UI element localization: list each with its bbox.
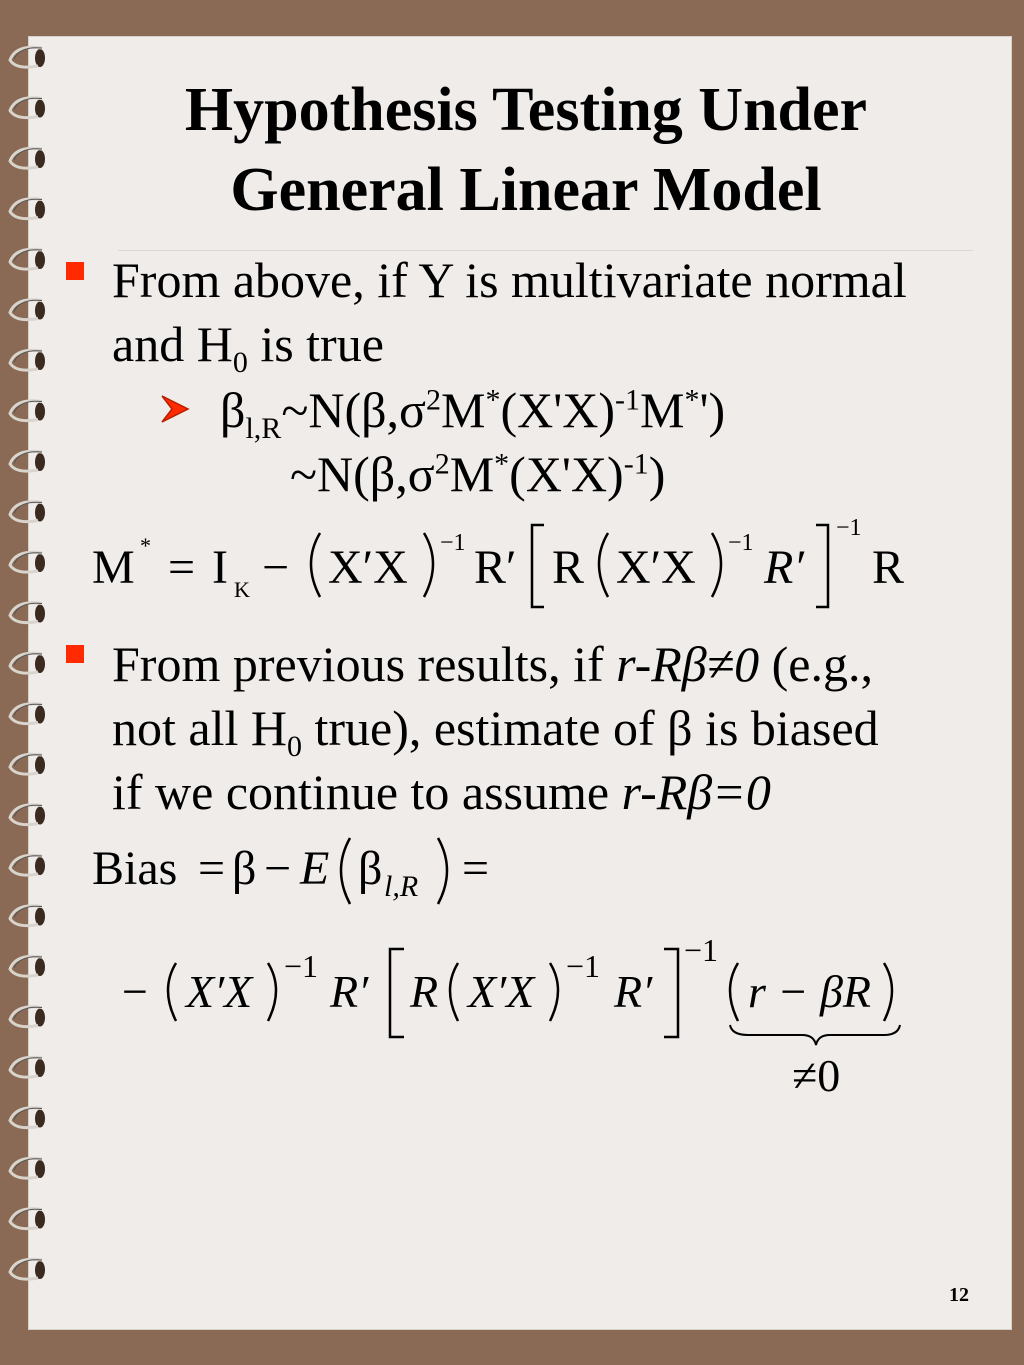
eq3-rparen-3 (884, 963, 892, 1021)
eq1-exp2: −1 (728, 530, 754, 556)
sb-d2c: (X'X) (509, 446, 624, 502)
b2-l1-prefix: From previous results, if (112, 636, 617, 692)
sb-d2s3: -1 (623, 447, 649, 481)
eq1-rparen-1 (424, 533, 433, 597)
eq2-rparen (438, 838, 447, 904)
page-number: 12 (949, 1284, 969, 1306)
sb-beta: β (220, 382, 246, 438)
spiral-ring-icon (10, 300, 45, 320)
sb-d1s3: -1 (615, 383, 641, 417)
equation-long (118, 925, 918, 1125)
eq3-neg: − (122, 966, 148, 1017)
bullet-1-text (112, 248, 992, 379)
spiral-ring-icon (10, 502, 45, 522)
spiral-ring-icon (10, 552, 45, 572)
eq3-exp1: −1 (284, 948, 319, 984)
eq3-underbrace (730, 1025, 900, 1045)
title-line-2: General Linear Model (230, 156, 822, 224)
sb-d1e: ') (699, 382, 726, 438)
spiral-binding (6, 36, 52, 1330)
eq2-beta2: β (358, 842, 383, 895)
eq1-r: R (552, 541, 585, 594)
sb-d2d: ) (648, 446, 666, 502)
b1-suffix: is true (247, 316, 384, 372)
eq1-xx2: X′X (616, 541, 696, 594)
spiral-ring-icon (10, 855, 45, 875)
eq1-exp3: −1 (836, 515, 862, 541)
eq3-lbracket (390, 949, 404, 1037)
sb-d1b: M (441, 382, 486, 438)
sub-bullet-line-1 (220, 378, 726, 445)
eq1-lparen-1 (311, 533, 320, 597)
eq1-rp2: R′ (764, 541, 804, 594)
eq3-xx2: X′X (468, 966, 535, 1017)
sb-d1s1: 2 (426, 383, 442, 417)
eq1-lhs-sup: * (140, 533, 151, 558)
sb-d1s2: * (485, 383, 501, 417)
spiral-ring-icon (10, 1158, 45, 1178)
title-line-1: Hypothesis Testing Under (184, 76, 868, 144)
eq3-rparen-1 (268, 963, 276, 1021)
eq1-rp: R′ (474, 541, 517, 594)
eq3-lparen-1 (168, 963, 176, 1021)
eq2-lparen (341, 838, 350, 904)
sb-d1d: M (640, 382, 685, 438)
bullet-2-line-3 (112, 760, 992, 824)
spiral-ring-icon (10, 1209, 45, 1229)
eq1-eq: = (168, 541, 196, 594)
eq1-rbracket (816, 525, 828, 607)
bullet-square-icon-2 (66, 645, 84, 663)
eq1-lbracket (532, 525, 544, 607)
eq1-r-end: R (872, 541, 905, 594)
spiral-ring-icon (10, 754, 45, 774)
bullet-2-line-2 (112, 696, 992, 763)
spiral-ring-icon (10, 704, 45, 724)
spiral-ring-icon (10, 805, 45, 825)
b2-l3-ital: r-Rβ=0 (621, 764, 771, 820)
sb-d2s2: * (494, 447, 510, 481)
eq3-rbracket (664, 949, 678, 1037)
eq2-minus: − (264, 842, 292, 895)
eq3-exp2: −1 (566, 948, 601, 984)
eq1-i-sub: K (234, 577, 250, 602)
sb-d1s4: * (684, 383, 700, 417)
sub-bullet-line-2 (290, 442, 665, 506)
slide-title (28, 70, 1024, 230)
eq1-xx1: X′X (328, 541, 408, 594)
eq3-brace-label: ≠0 (792, 1050, 841, 1101)
eq3-lparen-3 (730, 963, 738, 1021)
sb-d2a: ~N(β,σ (290, 446, 435, 502)
spiral-ring-icon (10, 1108, 45, 1128)
eq2-beta-sub: l,R (384, 870, 419, 903)
sb-d1c: (X'X) (500, 382, 616, 438)
spiral-ring-icon (10, 1057, 45, 1077)
eq1-minus: − (262, 541, 290, 594)
b1-prefix: and H (112, 316, 233, 372)
eq3-lparen-2 (450, 963, 458, 1021)
spiral-ring-icon (10, 906, 45, 926)
eq3-exp3: −1 (684, 932, 719, 968)
sb-beta-sub: l,R (245, 412, 282, 445)
eq2-beta: β (232, 842, 257, 895)
eq3-rp: R′ (330, 966, 369, 1017)
sb-d1a: ~N(β,σ (281, 382, 427, 438)
eq3-inner: r − βR (748, 966, 871, 1017)
spiral-ring-icon (10, 1007, 45, 1027)
eq3-rparen-2 (550, 963, 558, 1021)
spiral-ring-icon (10, 1259, 45, 1279)
spiral-ring-icon (10, 451, 45, 471)
spiral-ring-icon (10, 401, 45, 421)
eq1-exp1: −1 (440, 530, 466, 556)
spiral-ring-icon (10, 603, 45, 623)
bullet-2-text (112, 632, 992, 824)
sb-d2s1: 2 (434, 447, 450, 481)
spiral-rings-icon (6, 36, 52, 1330)
equation-bias (88, 830, 528, 910)
eq3-rp2: R′ (614, 966, 653, 1017)
arrow-bullet-icon (158, 392, 192, 426)
bullet-1-line-2 (112, 312, 992, 379)
b2-l3-prefix: if we continue to assume (112, 764, 622, 820)
eq1-lhs: M (92, 541, 135, 594)
b2-l2-suffix: true), estimate of β is biased (301, 700, 879, 756)
eq2-eq1: = (198, 842, 226, 895)
eq3-r: R (410, 966, 439, 1017)
eq3-xx1: X′X (186, 966, 253, 1017)
bullet-1-line-1: From above, if Y is multivariate normal (112, 252, 907, 308)
sb-d2b: M (449, 446, 495, 502)
eq2-e: E (300, 842, 330, 895)
spiral-ring-icon (10, 47, 45, 67)
eq1-i: I (212, 541, 228, 594)
b2-l2-sub: 0 (286, 730, 302, 763)
eq2-bias: Bias (92, 842, 178, 895)
equation-m-star (88, 505, 928, 615)
spiral-ring-icon (10, 350, 45, 370)
b2-l1-suffix: (e.g., (759, 636, 873, 692)
eq1-rparen-2 (712, 533, 721, 597)
b1-sub: 0 (232, 346, 248, 379)
bullet-square-icon (66, 262, 84, 280)
bullet-2-line-1 (112, 632, 992, 696)
b2-l2-prefix: not all H (112, 700, 287, 756)
eq2-eq2: = (462, 842, 490, 895)
spiral-ring-icon (10, 956, 45, 976)
spiral-ring-icon (10, 249, 45, 269)
b2-l1-ital: r-Rβ≠0 (616, 636, 760, 692)
spiral-ring-icon (10, 653, 45, 673)
eq1-lparen-2 (599, 533, 608, 597)
